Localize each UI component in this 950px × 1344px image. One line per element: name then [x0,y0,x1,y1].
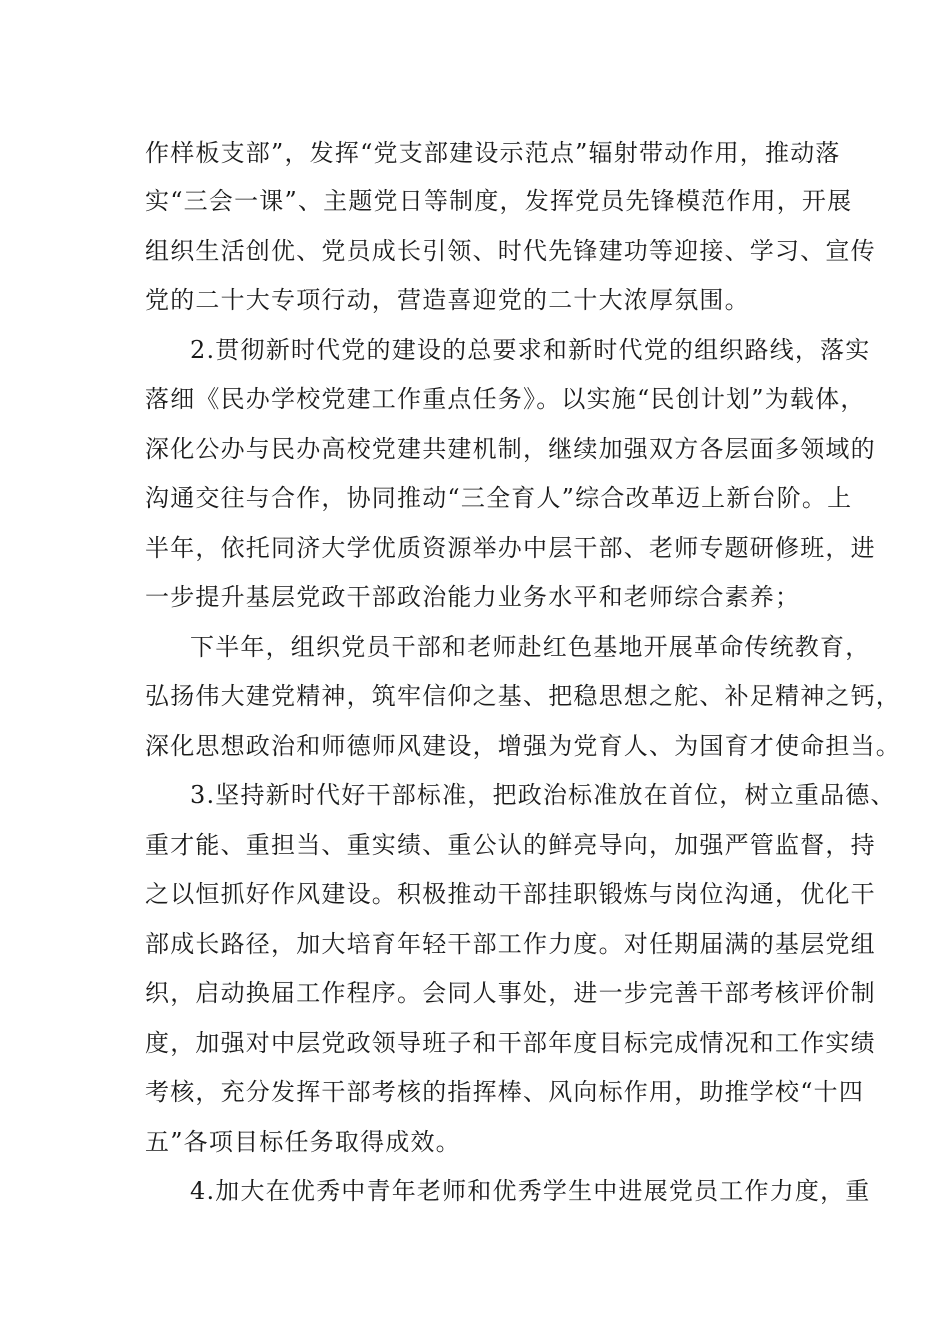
text-line: 半年，依托同济大学优质资源举办中层干部、老师专题研修班，进 [145,534,876,562]
text-line: 弘扬伟大建党精神，筑牢信仰之基、把稳思想之舵、补足精神之钙， [145,682,901,710]
text-line: 之以恒抓好作风建设。积极推动干部挂职锻炼与岗位沟通，优化干 [145,880,876,908]
text-line: 沟通交往与合作，协同推动“三全育人”综合改革迈上新台阶。上 [145,484,853,512]
text-line: 部成长路径，加大培育年轻干部工作力度。对任期届满的基层党组 [145,930,876,958]
text-line: 织，启动换届工作程序。会同人事处，进一步完善干部考核评价制 [145,979,876,1007]
text-line: 落细《民办学校党建工作重点任务》。以实施“民创计划”为载体， [145,385,866,413]
text-line: 五”各项目标任务取得成效。 [145,1128,461,1156]
text-line: 深化公办与民办高校党建共建机制，继续加强双方各层面多领域的 [145,435,876,463]
text-line: 度，加强对中层党政领导班子和干部年度目标完成情况和工作实绩 [145,1029,876,1057]
text-line: 深化思想政治和师德师风建设，增强为党育人、为国育才使命担当。 [145,732,901,760]
text-line: 考核，充分发挥干部考核的指挥棒、风向标作用，助推学校“十四 [145,1078,865,1106]
text-line: 组织生活创优、党员成长引领、时代先锋建功等迎接、学习、宣传 [145,237,876,265]
text-line: 作样板支部”，发挥“党支部建设示范点”辐射带动作用，推动落 [145,139,841,167]
paragraph-start-line: 4.加大在优秀中青年老师和优秀学生中进展党员工作力度，重 [190,1177,871,1205]
text-line: 实“三会一课”、主题党日等制度，发挥党员先锋模范作用，开展 [145,187,853,215]
paragraph-start-line: 2.贯彻新时代党的建设的总要求和新时代党的组织路线，落实 [190,336,871,364]
text-line: 一步提升基层党政干部政治能力业务水平和老师综合素养； [145,583,801,611]
paragraph-start-line: 3.坚持新时代好干部标准，把政治标准放在首位，树立重品德、 [190,781,896,809]
paragraph-start-line: 下半年，组织党员干部和老师赴红色基地开展革命传统教育， [190,633,871,661]
text-line: 重才能、重担当、重实绩、重公认的鲜亮导向，加强严管监督，持 [145,831,876,859]
text-line: 党的二十大专项行动，营造喜迎党的二十大浓厚氛围。 [145,286,750,314]
